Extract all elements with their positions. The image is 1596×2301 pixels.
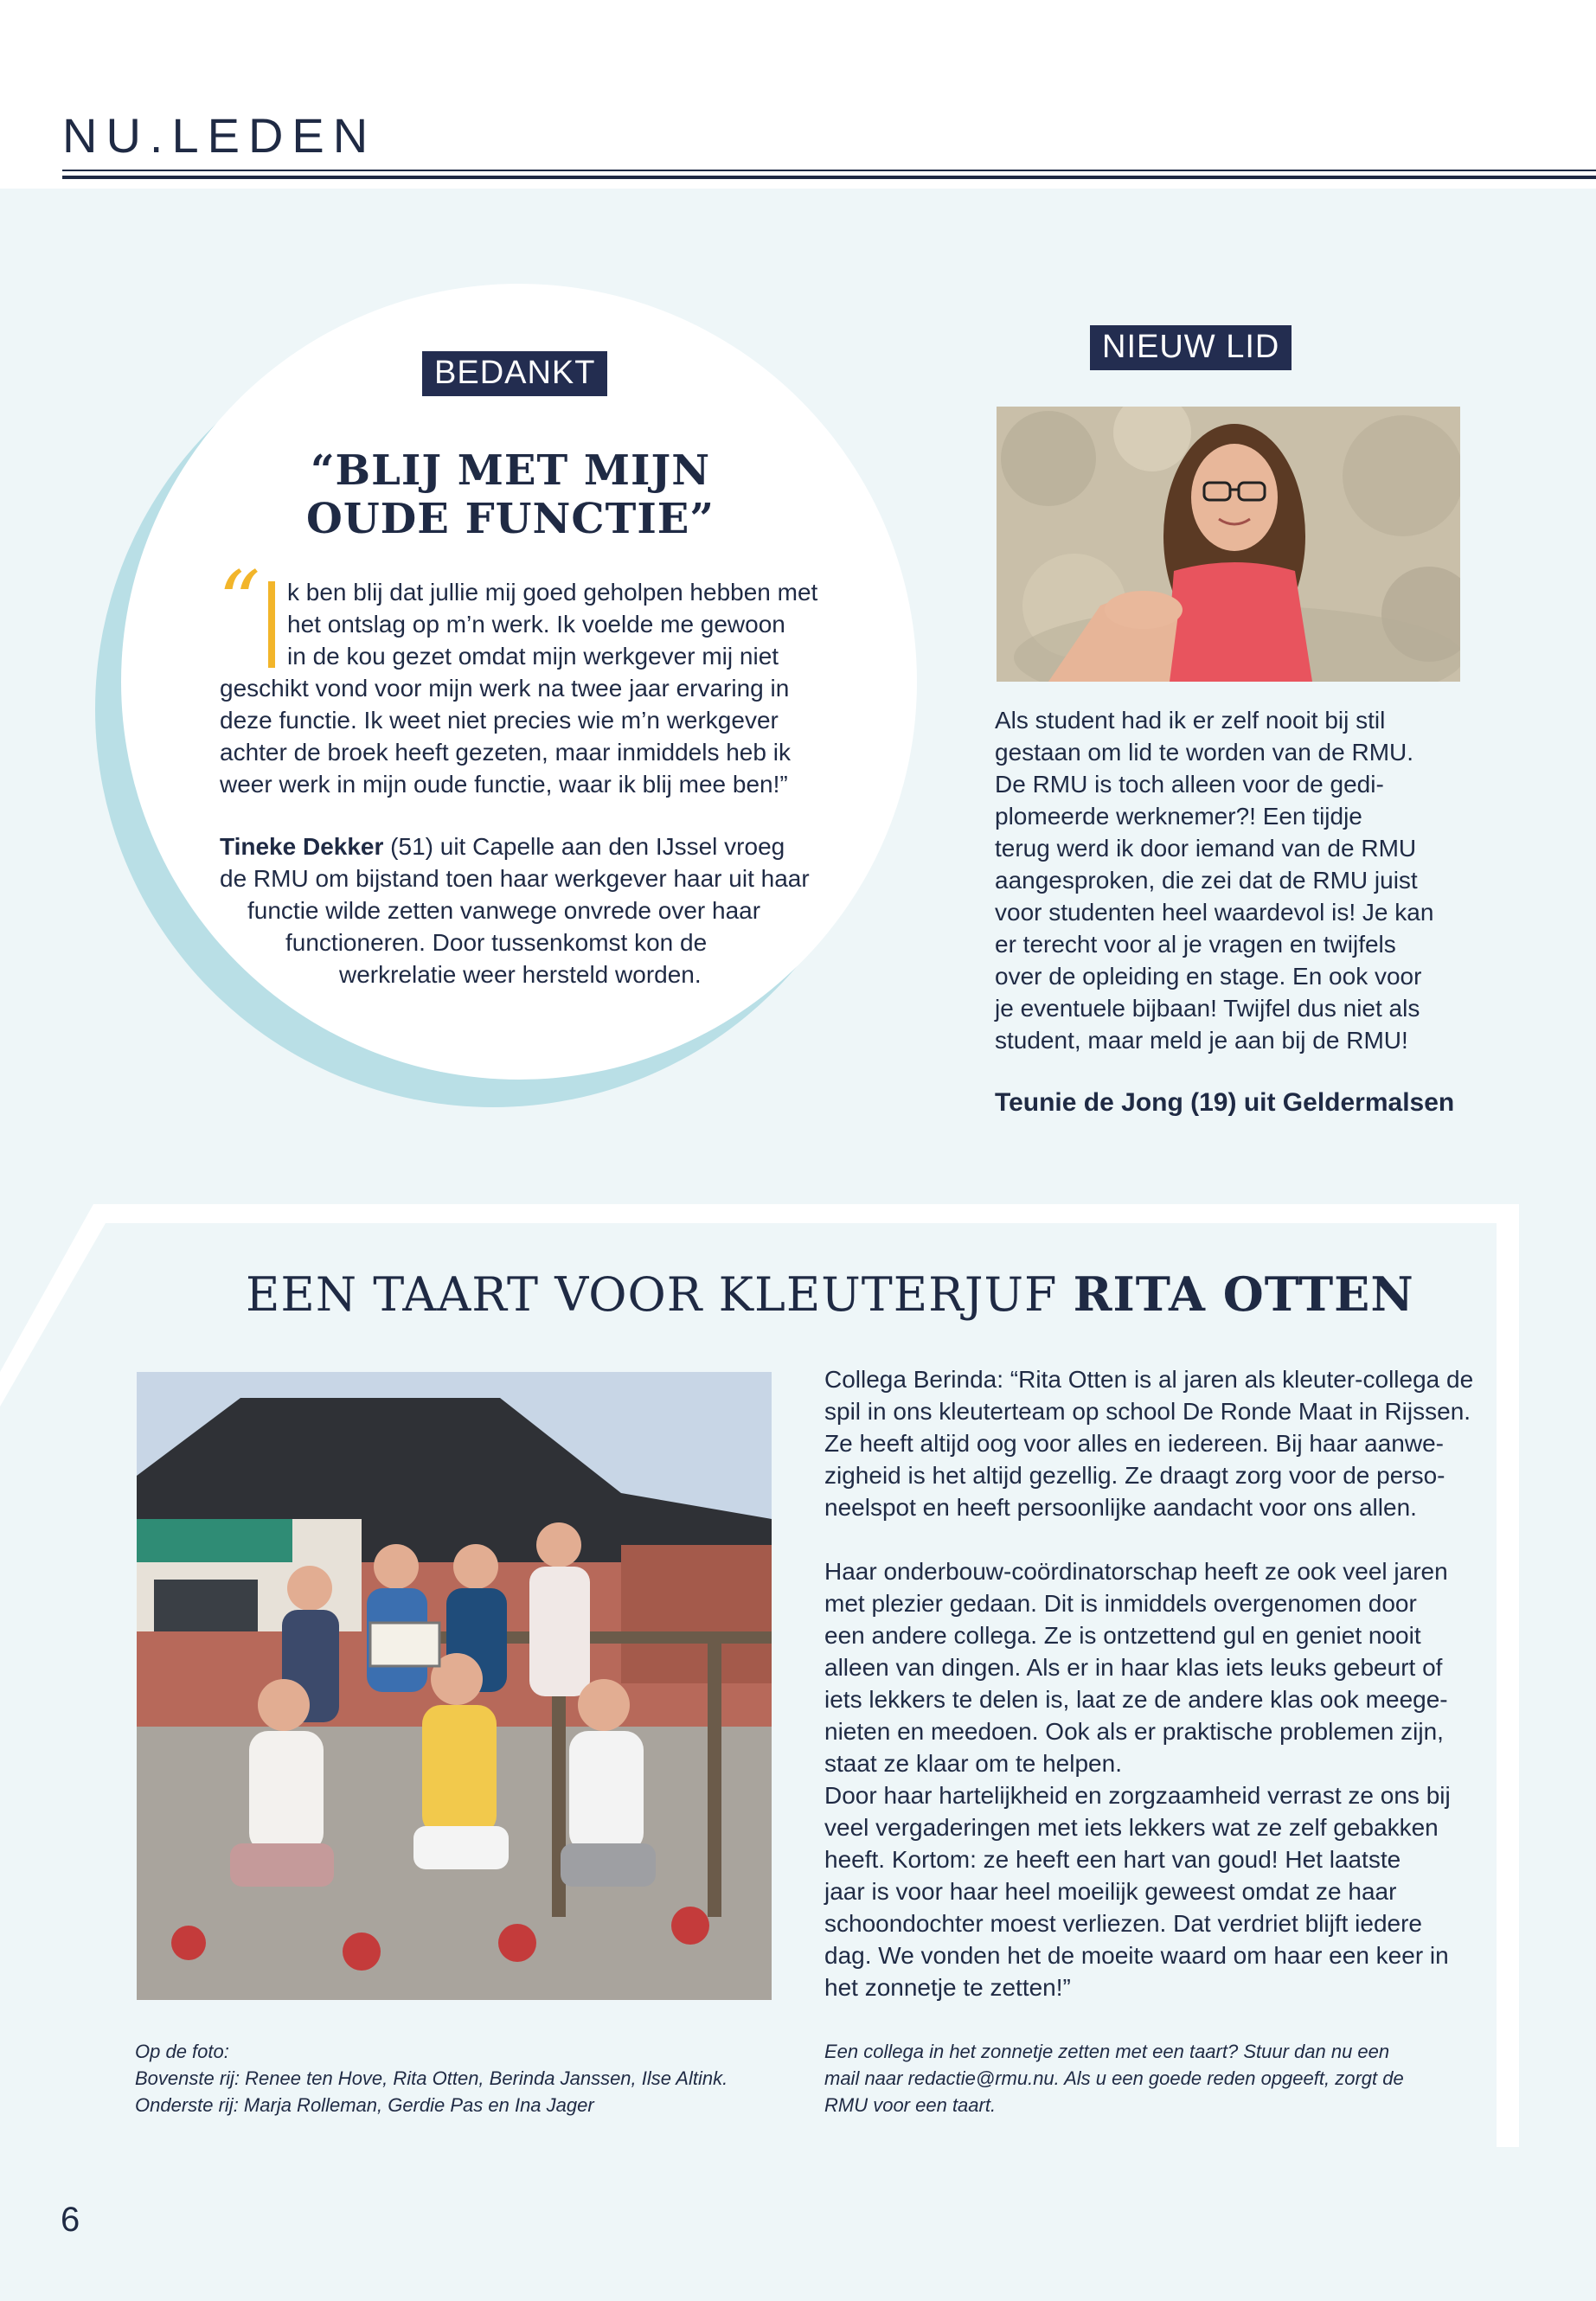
article-line: het zonnetje te zetten!” — [824, 1974, 1071, 2001]
bedankt-bio — [220, 830, 843, 990]
quote-line: deze functie. Ik weet niet precies wie m’n werkgever — [220, 707, 779, 734]
article-line: nieten en meedoen. Ook als er praktische problemen zijn, — [824, 1718, 1444, 1745]
caption-line: Bovenste rij: Renee ten Hove, Rita Otten, Berinda Janssen, Ilse Altink. — [135, 2067, 728, 2089]
nieuw-lid-line: De RMU is toch alleen voor de gedi- — [995, 771, 1384, 798]
article-line: veel vergaderingen met iets lekkers wat ze zelf gebakken — [824, 1814, 1439, 1841]
bio-name: Tineke Dekker — [220, 833, 384, 860]
quote-line: k ben blij dat jullie mij goed geholpen hebben met — [287, 579, 818, 606]
article-line: staat ze klaar om te helpen. — [824, 1750, 1122, 1777]
bio-line — [220, 830, 843, 862]
article-line: alleen van dingen. Als er in haar klas iets leuks gebeurt of — [824, 1654, 1443, 1681]
bio-line-rest: (51) uit Capelle aan den IJssel vroeg — [383, 833, 785, 860]
note-line: Een collega in het zonnetje zetten met een taart? Stuur dan nu een — [824, 2041, 1390, 2062]
nieuw-lid-line: aangesproken, die zei dat de RMU juist — [995, 867, 1418, 894]
article-line: neelspot en heeft persoonlijke aandacht voor ons allen. — [824, 1494, 1417, 1521]
article-line: Collega Berinda: “Rita Otten is al jaren als kleuter-collega de — [824, 1366, 1474, 1393]
article-body — [824, 1363, 1473, 2003]
section-title: NU.LEDEN — [62, 108, 377, 163]
article-line: schoondochter moest verliezen. Dat verdriet blijft iedere — [824, 1910, 1423, 1937]
nieuw-lid-line: er terecht voor al je vragen en twijfels — [995, 931, 1396, 958]
page-number: 6 — [61, 2201, 80, 2239]
article-line: heeft. Kortom: ze heeft een hart van goud! Het laatste — [824, 1846, 1401, 1873]
article-title — [246, 1266, 1414, 1322]
nieuw-lid-line: Als student had ik er zelf nooit bij stil — [995, 707, 1386, 734]
bedankt-title — [260, 446, 761, 543]
header-rule-thick — [62, 176, 1596, 179]
quote-line: geschikt vond voor mijn werk na twee jaar ervaring in — [220, 675, 790, 702]
quote-line: achter de broek heeft gezeten, maar inmiddels heb ik — [220, 739, 791, 766]
bio-line: de RMU om bijstand toen haar werkgever haar uit haar — [220, 865, 810, 892]
nieuw-lid-line: plomeerde werknemer?! Een tijdje — [995, 803, 1362, 830]
note-line: mail naar redactie@rmu.nu. Als u een goede reden opgeeft, zorgt de — [824, 2067, 1404, 2089]
article-title-regular: EEN TAART VOOR KLEUTERJUF — [246, 1267, 1074, 1322]
nieuw-lid-line: student, maar meld je aan bij de RMU! — [995, 1027, 1408, 1054]
nieuw-lid-name: Teunie de Jong (19) uit Geldermalsen — [995, 1088, 1455, 1117]
article-line: met plezier gedaan. Dit is inmiddels overgenomen door — [824, 1590, 1417, 1617]
nieuw-lid-tag: NIEUW LID — [1090, 325, 1292, 370]
article-line: Door haar hartelijkheid en zorgzaamheid verrast ze ons bij — [824, 1782, 1451, 1809]
caption-line: Onderste rij: Marja Rolleman, Gerdie Pas en Ina Jager — [135, 2094, 594, 2116]
article-title-bold: RITA OTTEN — [1073, 1266, 1414, 1322]
nieuw-lid-line: voor studenten heel waardevol is! Je kan — [995, 899, 1434, 926]
caption-line: Op de foto: — [135, 2041, 229, 2062]
nieuw-lid-line: over de opleiding en stage. En ook voor — [995, 963, 1422, 990]
bedankt-quote — [220, 576, 843, 800]
bedankt-tag: BEDANKT — [422, 351, 607, 396]
nieuw-lid-line: gestaan om lid te worden van de RMU. — [995, 739, 1414, 766]
bedankt-title-line: “BLIJ MET MIJN — [310, 446, 711, 495]
article-line: iets lekkers te delen is, laat ze de andere klas ook meege- — [824, 1686, 1448, 1713]
nieuw-lid-line: je eventuele bijbaan! Twijfel dus niet als — [995, 995, 1420, 1022]
member-photo — [997, 407, 1460, 682]
bedankt-title-line: OUDE FUNCTIE” — [306, 495, 715, 543]
nieuw-lid-text — [995, 704, 1479, 1056]
quote-line: weer werk in mijn oude functie, waar ik blij mee ben!” — [220, 771, 788, 798]
article-line — [824, 1523, 1473, 1555]
bio-line: functioneren. Door tussenkomst kon de — [285, 929, 708, 956]
header-rule — [62, 170, 1596, 171]
article-line: een andere collega. Ze is ontzettend gul en geniet nooit — [824, 1622, 1421, 1649]
group-photo — [137, 1372, 772, 2000]
bio-line: werkrelatie weer hersteld worden. — [339, 961, 702, 988]
quote-mark-icon: “ — [218, 554, 261, 651]
quote-line: het ontslag op m’n werk. Ik voelde me gewoon — [287, 611, 785, 638]
quote-line: in de kou gezet omdat mijn werkgever mij niet — [287, 643, 779, 670]
photo-caption — [135, 2038, 792, 2118]
article-line: dag. We vonden het de moeite waard om haar een keer in — [824, 1942, 1449, 1969]
article-line: Ze heeft altijd oog voor alles en iedereen. Bij haar aanwe- — [824, 1430, 1444, 1457]
article-line: jaar is voor haar heel moeilijk geweest omdat ze haar — [824, 1878, 1397, 1905]
article-line: zigheid is het altijd gezellig. Ze draagt zorg voor de perso- — [824, 1462, 1445, 1489]
article-note — [824, 2038, 1482, 2118]
article-line: spil in ons kleuterteam op school De Ronde Maat in Rijssen. — [824, 1398, 1471, 1425]
nieuw-lid-line: terug werd ik door iemand van de RMU — [995, 835, 1417, 862]
bio-line: functie wilde zetten vanwege onvrede over haar — [247, 897, 761, 924]
article-line: Haar onderbouw-coördinatorschap heeft ze ook veel jaren — [824, 1558, 1448, 1585]
note-line: RMU voor een taart. — [824, 2094, 997, 2116]
